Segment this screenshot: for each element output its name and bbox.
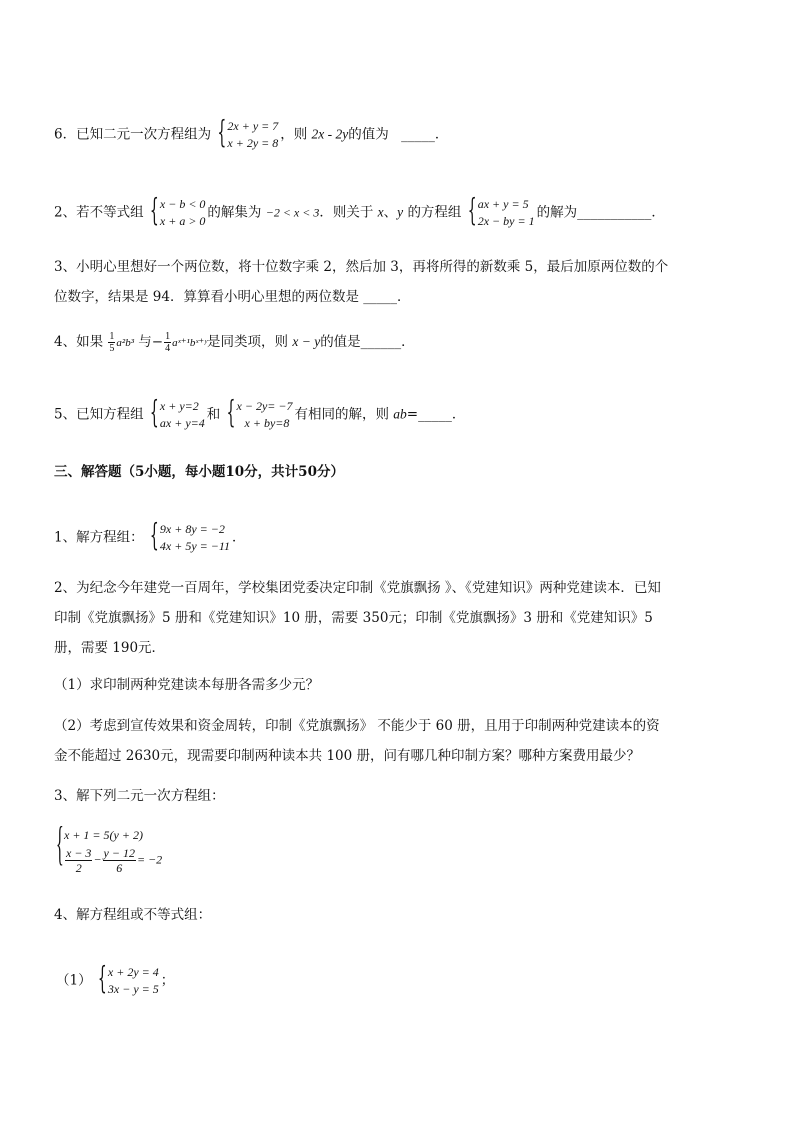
- denominator: 6: [116, 861, 123, 875]
- equation: 2x + y = 7: [227, 119, 279, 133]
- question-6: [54, 118, 448, 152]
- denominator: 5: [109, 343, 115, 354]
- question-2-fill: [54, 196, 665, 230]
- brace-icon: {: [226, 396, 236, 432]
- equation: x + 1 = 5(y + 2): [64, 828, 143, 842]
- question-text: 有相同的解，则: [294, 406, 389, 423]
- question-text: 和: [206, 406, 221, 423]
- equation: x + 2y = 4: [107, 965, 159, 979]
- question-text: 位数字，结果是 94．算算看小明心里想的两位数是 _____．: [54, 289, 411, 305]
- question-text: 的值为: [348, 126, 389, 143]
- question-text: ，则: [280, 126, 308, 143]
- punctuation: ；: [160, 972, 175, 989]
- variable: x: [377, 204, 384, 220]
- question-text: 金不能超过 2630元，现需要印制两种读本共 100 册，问有哪几种印制方案？哪种方案费用最少？: [54, 748, 640, 764]
- question-3-fill: [54, 252, 744, 312]
- question-text: 已知二元一次方程组为: [76, 126, 212, 143]
- brace-icon: {: [467, 194, 477, 230]
- inequality: x + a > 0: [159, 214, 206, 228]
- problem-1: [54, 521, 245, 555]
- numerator: x − 3: [66, 846, 92, 860]
- question-number: 4、: [54, 334, 77, 350]
- question-text: 已知方程组: [76, 406, 144, 423]
- problem-4: 4、解方程组或不等式组：: [54, 907, 212, 923]
- equation: x + by=8: [244, 416, 290, 430]
- question-text: 若不等式组: [76, 204, 144, 221]
- equation-system: [98, 964, 159, 998]
- question-text: 的解为: [536, 204, 578, 221]
- equation: x − 2y= −7: [236, 399, 293, 413]
- denominator: 2: [75, 861, 82, 875]
- numerator: 1: [165, 331, 171, 342]
- equation-system: [150, 398, 205, 432]
- equation: 3x − y = 5: [107, 982, 159, 996]
- question-number: 2、: [54, 204, 77, 221]
- question-text: =_____．: [406, 406, 466, 423]
- equation: ax + y=4: [159, 416, 205, 430]
- brace-icon: {: [217, 116, 227, 152]
- problem-4-sub1: [56, 964, 174, 998]
- inequality-system: [150, 196, 206, 230]
- fraction: [108, 331, 115, 354]
- brace-icon: {: [149, 194, 159, 230]
- monomial: a²b³: [116, 337, 134, 349]
- question-text: （2）考虑到宣传效果和资金周转，印制《党旗飘扬》 不能少于 60 册，且用于印制两种党建读本的资: [54, 718, 660, 734]
- denominator: 4: [165, 343, 171, 354]
- question-text: 的解集为: [207, 204, 262, 221]
- section-heading: 三、解答题（5小题，每小题10分，共计50分）: [54, 464, 344, 480]
- question-text: 如果: [76, 334, 104, 350]
- punctuation: ．: [651, 204, 665, 221]
- expression: 2x - 2y: [311, 126, 349, 142]
- question-text: 是同类项，则: [207, 334, 289, 350]
- problem-2: [54, 573, 744, 663]
- minus-sign: −: [93, 852, 102, 867]
- answer-blank: ___________: [577, 204, 652, 221]
- brace-icon: {: [149, 519, 159, 555]
- question-text: 3、小明心里想好一个两位数，将十位数字乘 2，然后加 3，再将所得的新数乘 5，最后加原两位数的个: [54, 259, 669, 275]
- equation: 9x + 8y = −2: [159, 522, 225, 536]
- question-number: 5、: [54, 406, 77, 423]
- fraction: [164, 331, 171, 354]
- question-5-fill: [54, 398, 465, 432]
- brace-icon: {: [97, 962, 107, 998]
- question-text: 册，需要 190元．: [54, 640, 166, 656]
- fraction: [65, 846, 92, 875]
- numerator: y − 12: [103, 846, 135, 860]
- problem-2-sub2: [54, 711, 744, 771]
- question-number: 1、: [54, 529, 77, 546]
- brace-icon: {: [56, 820, 64, 871]
- expression: −2 < x < 3: [265, 205, 320, 220]
- equation: x + 2y = 8: [227, 136, 279, 150]
- equation-rhs: = −2: [136, 852, 163, 867]
- question-text: 的方程组: [407, 204, 462, 221]
- expression: x − y: [292, 334, 321, 349]
- question-text: 2、为纪念今年建党一百周年，学校集团党委决定印制《党旗飘扬 》、《党建知识》两种党建读本．已知: [54, 580, 661, 596]
- problem-3: 3、解下列二元一次方程组：: [54, 788, 225, 804]
- problem-2-sub1: （1）求印制两种党建读本每册各需多少元？: [54, 677, 320, 693]
- question-text: 的值是______．: [320, 334, 415, 350]
- equation-system: [217, 118, 278, 152]
- numerator: 1: [109, 331, 115, 342]
- inequality: x − b < 0: [159, 197, 206, 211]
- minus-sign: −: [151, 334, 164, 350]
- punctuation: ．: [231, 529, 246, 546]
- equation: x + y=2: [159, 399, 199, 413]
- question-number: 6．: [54, 126, 77, 143]
- punctuation: 、: [383, 204, 398, 221]
- equation: [56, 846, 162, 875]
- sub-question-label: （1）: [56, 972, 92, 989]
- punctuation: ．: [434, 126, 449, 143]
- equation: 2x − by = 1: [477, 214, 535, 228]
- answer-blank: _____: [401, 126, 435, 143]
- brace-icon: {: [149, 396, 159, 432]
- expression: ab: [393, 406, 407, 422]
- equation-system: [56, 820, 163, 875]
- variable: y: [397, 204, 404, 220]
- equation-system: [468, 196, 535, 230]
- equation: 4x + 5y = −11: [159, 539, 230, 553]
- question-text: 印制《党旗飘扬》5 册和《党建知识》10 册，需要 350元；印制《党旗飘扬》3 册和《党建知识》5: [54, 610, 653, 626]
- fraction: [103, 846, 136, 875]
- equation-system: [150, 521, 230, 555]
- question-text: 解方程组：: [76, 529, 144, 546]
- monomial: aˣ⁺¹bˣ⁺ʸ: [172, 337, 208, 349]
- question-text: 与: [138, 334, 152, 350]
- question-4-fill: [54, 331, 415, 354]
- equation-system: [227, 398, 293, 432]
- equation: ax + y = 5: [477, 197, 529, 211]
- question-text: ．则关于: [319, 204, 374, 221]
